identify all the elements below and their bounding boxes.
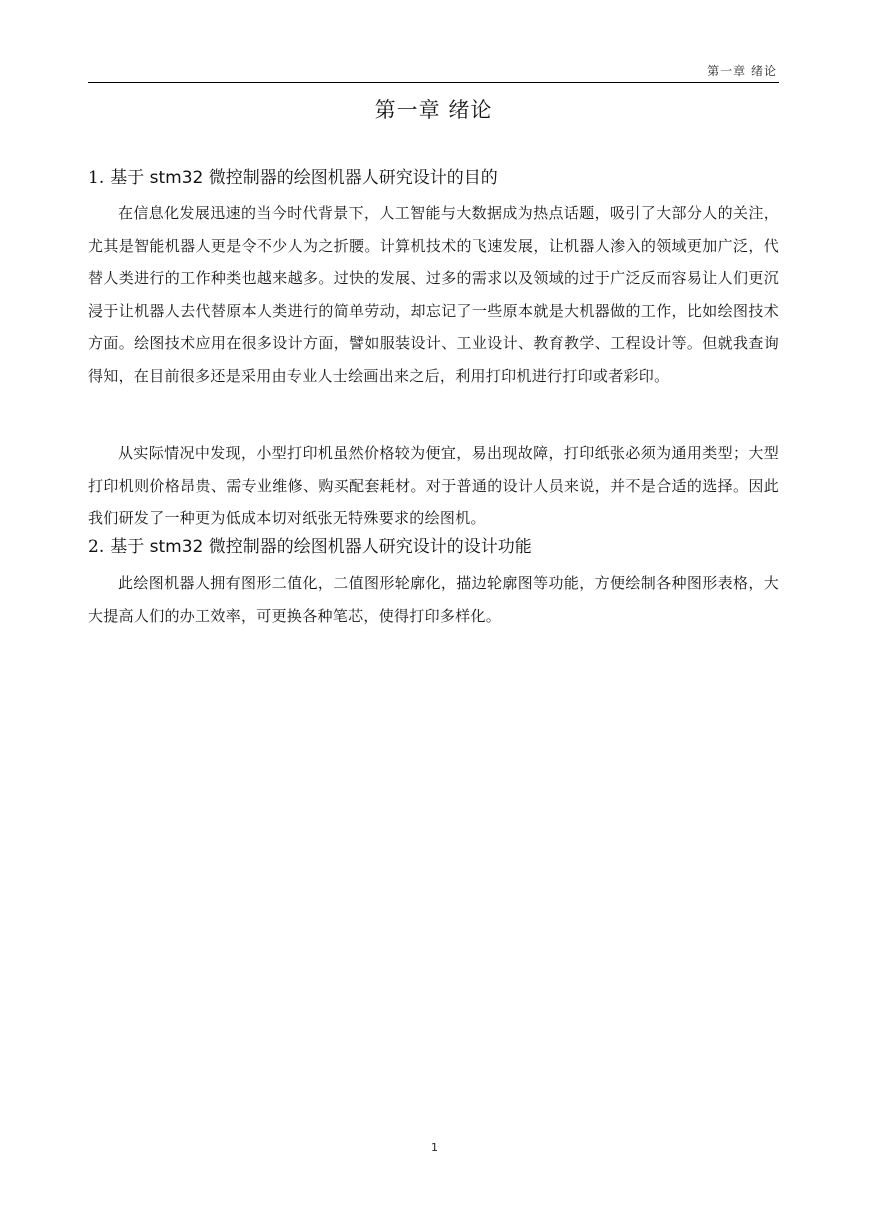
body-paragraph: 从实际情况中发现，小型打印机虽然价格较为便宜，易出现故障，打印纸张必须为通用类型；大型打印机则价格昂贵、需专业维修、购买配套耗材。对于普通的设计人员来说，并不是合适的选择。因此我们研发了一种更为低成本切对纸张无特殊要求的绘图机。 xyxy=(88,444,779,527)
body-paragraph: 在信息化发展迅速的当今时代背景下，人工智能与大数据成为热点话题，吸引了大部分人的关注，尤其是智能机器人更是令不少人为之折腰。计算机技术的飞速发展，让机器人渗入的领域更加广泛，代替人类进行的工作种类也越来越多。过快的发展、过多的需求以及领域的过于广泛反而容易让人们更沉浸于让机器人去代替原本人类进行的简单劳动，却忘记了一些原本就是大机器做的工作，比如绘图技术方面。绘图技术应用在很多设计方面，譬如服装设计、工业设计、教育教学、工程设计等。但就我查询得知，在目前很多还是采用由专业人士绘画出来之后，利用打印机进行打印或者彩印。 xyxy=(88,204,779,385)
section-number: 1. xyxy=(88,168,105,188)
section-heading-text: 基于 stm32 微控制器的绘图机器人研究设计的目的 xyxy=(110,168,498,188)
section-heading-1 xyxy=(88,165,779,191)
page-number: 1 xyxy=(431,1141,438,1154)
header-divider xyxy=(88,82,779,83)
section-heading-text: 基于 stm32 微控制器的绘图机器人研究设计的设计功能 xyxy=(110,537,532,557)
running-header: 第一章 绪论 xyxy=(707,64,777,78)
section-heading-2 xyxy=(88,534,779,560)
body-paragraph: 此绘图机器人拥有图形二值化，二值图形轮廓化，描边轮廓图等功能，方便绘制各种图形表格，大大提高人们的办工效率，可更换各种笔芯，使得打印多样化。 xyxy=(88,574,779,625)
chapter-title: 第一章 绪论 xyxy=(374,98,493,122)
section-number: 2. xyxy=(88,537,105,557)
